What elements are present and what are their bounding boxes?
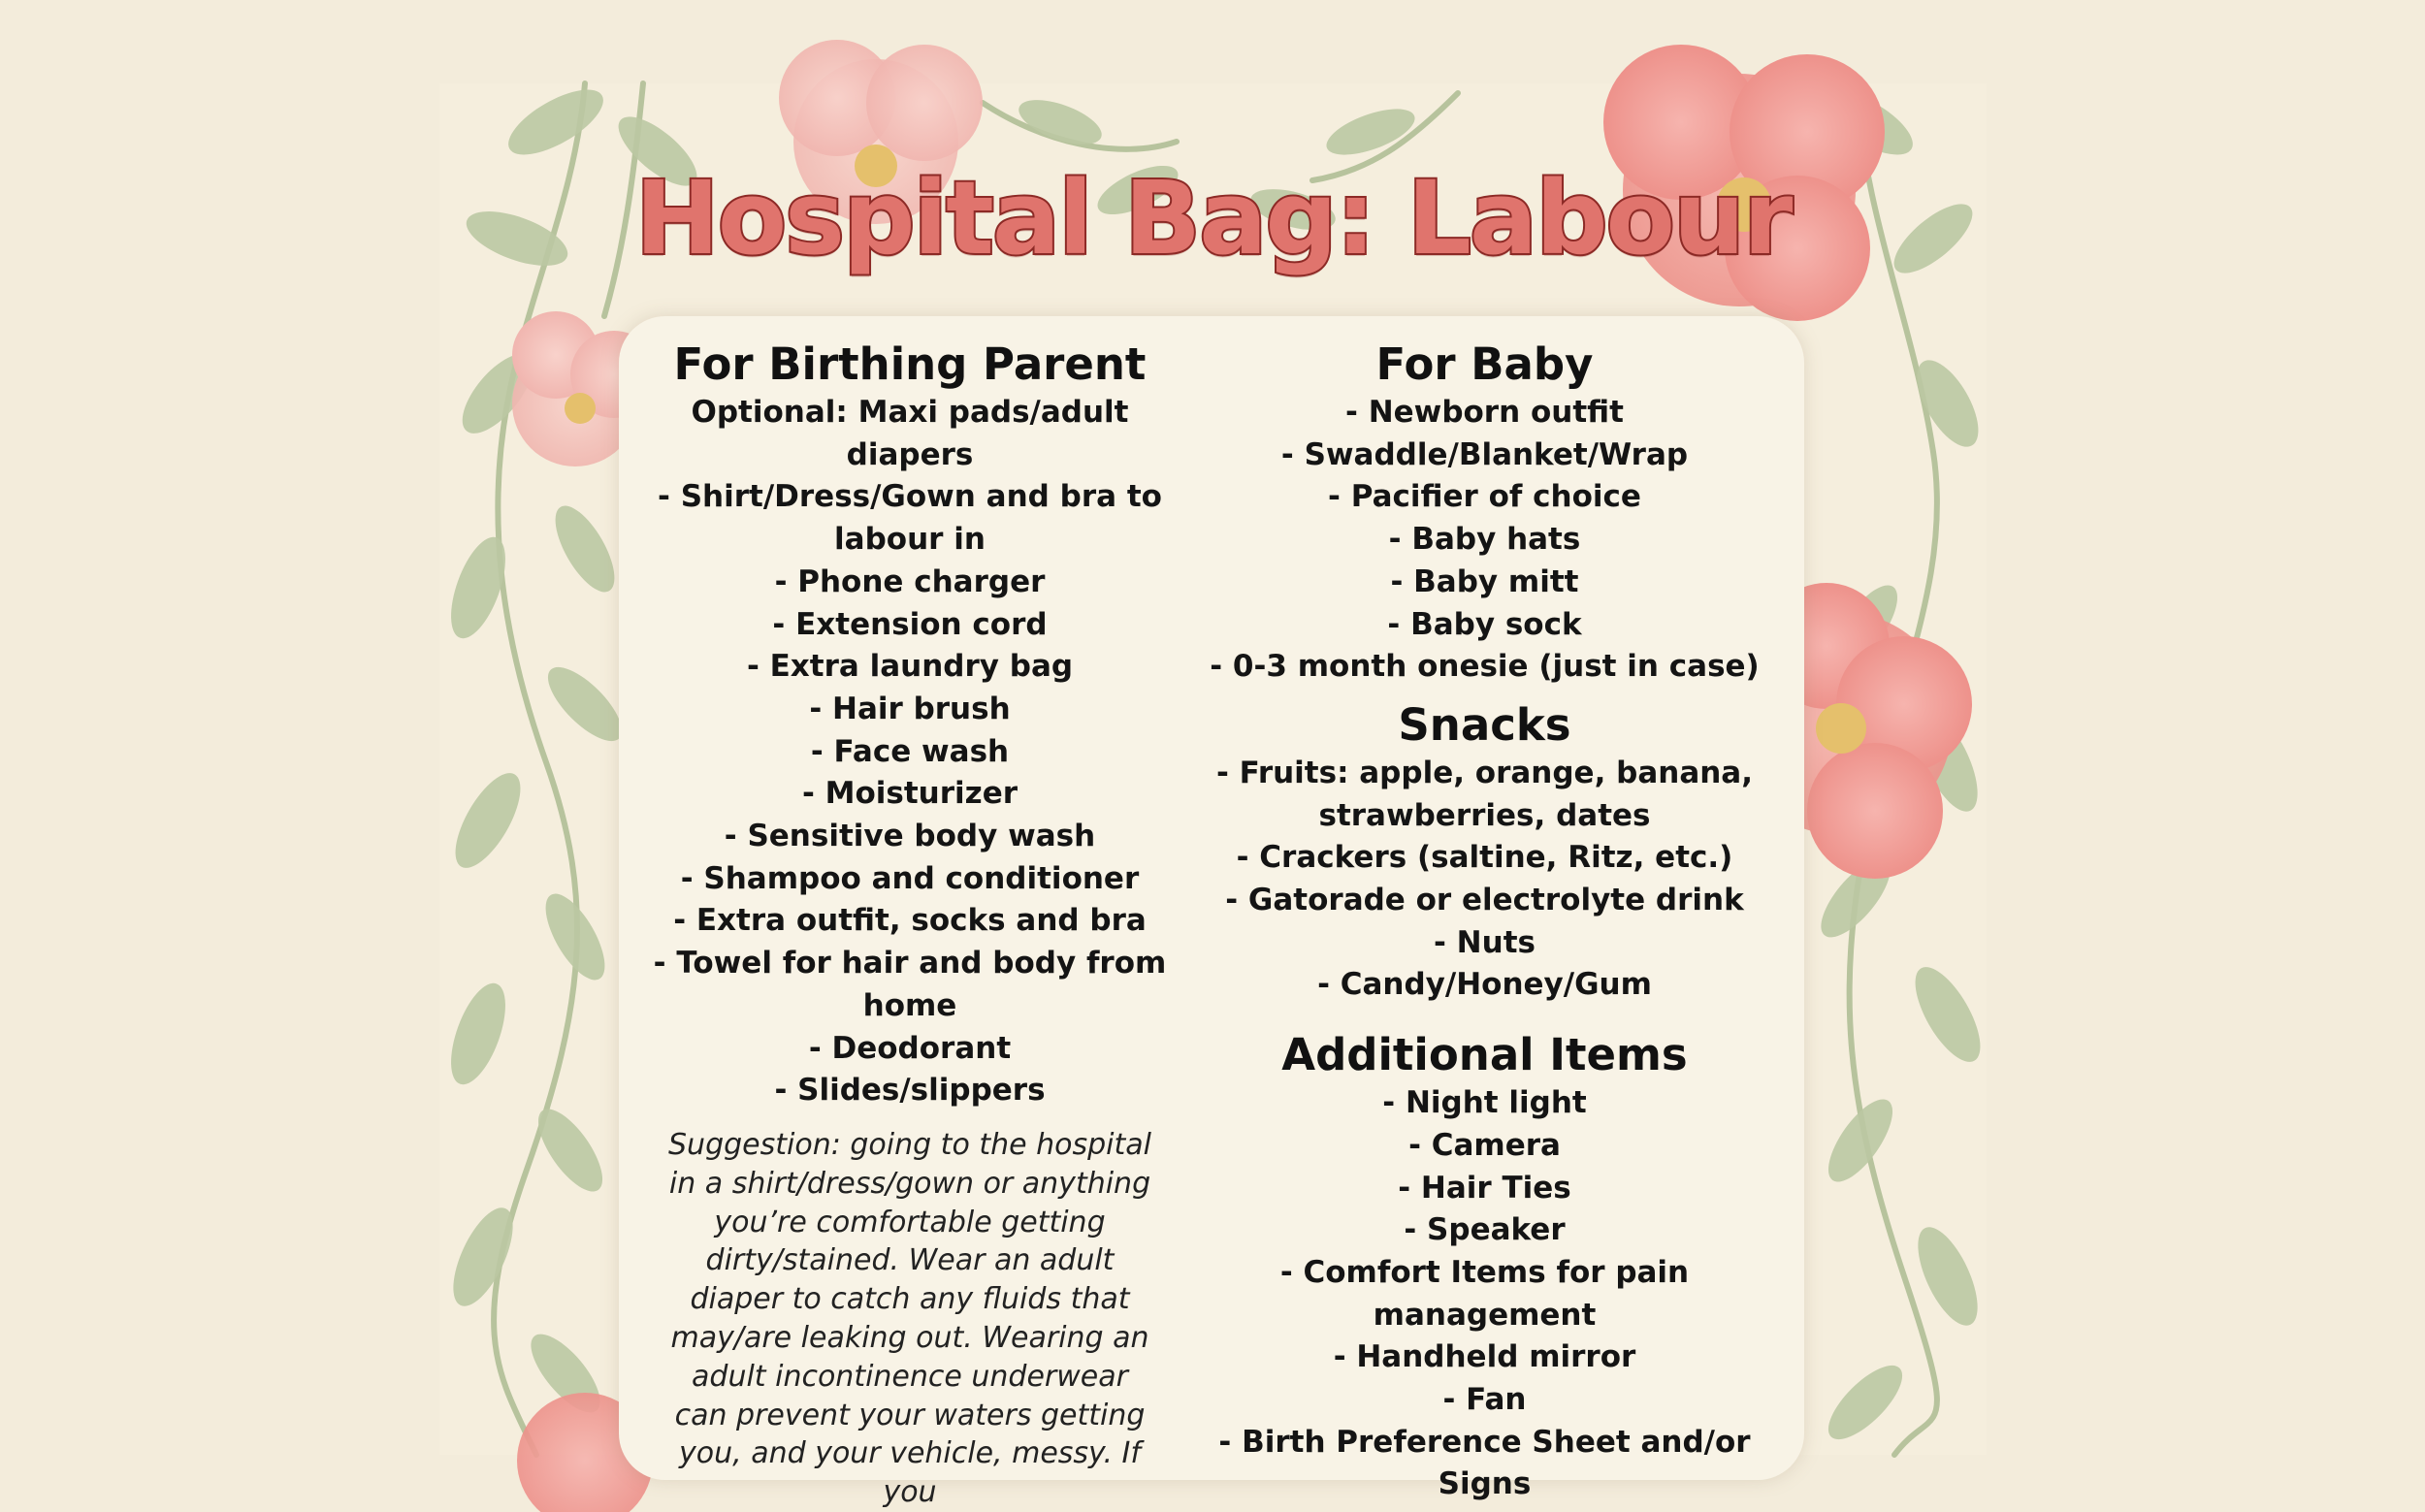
list-item: - Comfort Items for pain management	[1279, 1254, 1690, 1333]
list-item: - Baby mitt	[1390, 563, 1579, 599]
list-item: - Nuts	[1434, 924, 1536, 960]
list-item: - Shirt/Dress/Gown and bra to labour in	[658, 479, 1162, 558]
list-item: - Extra laundry bag	[746, 649, 1074, 685]
list-item: - Swaddle/Blanket/Wrap	[1280, 436, 1689, 472]
list-item: - Gatorade or electrolyte drink	[1225, 883, 1744, 918]
document-page	[439, 83, 1987, 1510]
snacks-list	[1186, 753, 1783, 1007]
list-item: - Deodorant	[808, 1030, 1012, 1066]
list-item: - Extension cord	[772, 606, 1048, 642]
list-item: - Pacifier of choice	[1328, 479, 1641, 515]
list-item: - Handheld mirror	[1333, 1339, 1636, 1375]
list-item: Optional: Maxi pads/adult diapers	[691, 395, 1129, 472]
snacks-heading: Snacks	[1398, 698, 1571, 751]
list-item: - Speaker	[1404, 1212, 1566, 1248]
list-item: - Phone charger	[774, 563, 1046, 599]
list-item: - Candy/Honey/Gum	[1317, 967, 1652, 1003]
list-item: - Sensitive body wash	[724, 819, 1096, 854]
list-item: - 0-3 month onesie (just in case)	[1210, 649, 1760, 685]
list-item: - Fruits: apple, orange, banana, strawberries, dates	[1215, 755, 1754, 833]
content-card	[619, 316, 1804, 1510]
list-item: - Baby hats	[1388, 522, 1581, 558]
list-item: - Baby sock	[1387, 606, 1582, 642]
right-column	[1186, 316, 1783, 1506]
list-item: - Camera	[1408, 1127, 1561, 1163]
page-title: Hospital Bag: Labour	[634, 159, 1792, 277]
birthing-parent-column	[638, 316, 1181, 1512]
list-item: - Hair Ties	[1398, 1170, 1571, 1206]
list-item: - Birth Preference Sheet and/or Signs	[1218, 1424, 1751, 1502]
list-item: - Moisturizer	[801, 776, 1018, 812]
list-item: - Face wash	[810, 733, 1010, 769]
list-item: - Slides/slippers	[774, 1073, 1046, 1109]
list-item: - Shampoo and conditioner	[680, 860, 1140, 896]
list-item: - Newborn outfit	[1345, 395, 1624, 430]
suggestion-text: Suggestion: going to the hospital in a shirt/dress/gown or anything you’re comfortable getting dirty/stained. Wear an adult diaper to catch any fluids that may/are leaking out. Wearing an adult incontinence underwear can prevent your waters getting you, and your vehicle, messy. If you	[668, 1127, 1151, 1510]
list-item: - Night light	[1382, 1085, 1587, 1121]
additional-items-heading: Additional Items	[1281, 1029, 1688, 1081]
birthing-parent-heading: For Birthing Parent	[673, 338, 1147, 390]
list-item: - Fan	[1442, 1382, 1527, 1418]
list-item: - Towel for hair and body from home	[653, 946, 1167, 1023]
list-item: - Extra outfit, socks and bra	[673, 903, 1147, 939]
list-item: - Hair brush	[809, 691, 1011, 726]
baby-list	[1186, 392, 1783, 689]
additional-items-list	[1186, 1082, 1783, 1506]
list-item: - Crackers (saltine, Ritz, etc.)	[1236, 840, 1733, 876]
baby-heading: For Baby	[1375, 338, 1594, 390]
birthing-parent-list	[638, 392, 1181, 1112]
